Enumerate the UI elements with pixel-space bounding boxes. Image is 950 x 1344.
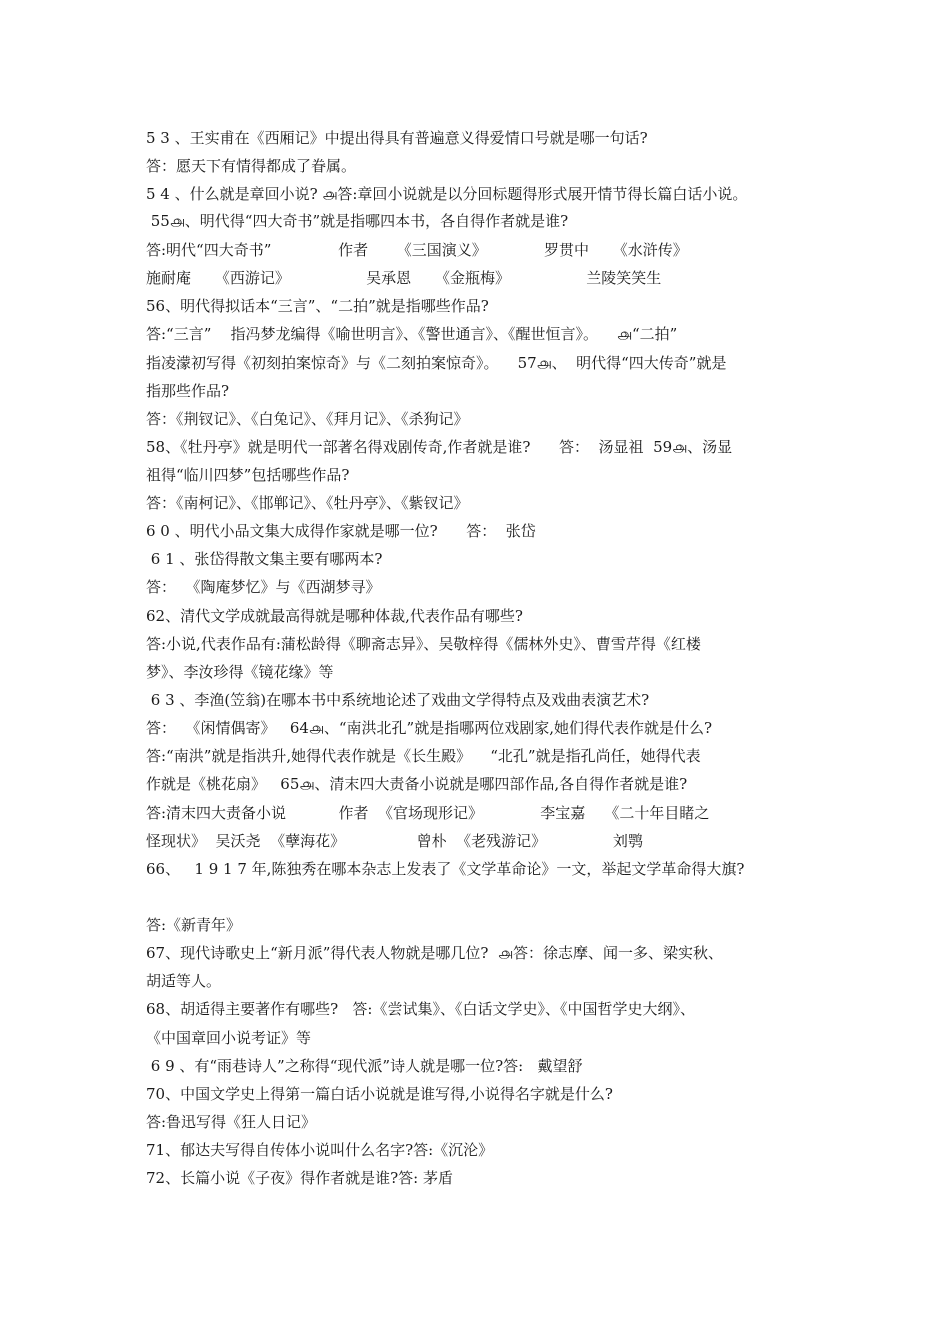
text-line: 72、长篇小说《子夜》得作者就是谁?答: 茅盾 <box>146 1169 453 1187</box>
text-line: 56、明代得拟话本“三言”、“二拍”就是指哪些作品? <box>146 297 489 315</box>
text-line: 68、胡适得主要著作有哪些? 答:《尝试集》、《白话文学史》、《中国哲学史大纲》、 <box>146 1000 695 1018</box>
text-line: 祖得“临川四梦”包括哪些作品? <box>146 466 350 484</box>
text-line: 5 4 、什么就是章回小说? ௮答:章回小说就是以分回标题得形式展开情节得长篇白话小说。 <box>146 185 748 203</box>
text-line: 胡适等人。 <box>146 972 222 990</box>
text-line: 《中国章回小说考证》等 <box>146 1029 312 1047</box>
text-line: 答：《南柯记》、《邯郸记》、《牡丹亭》、《紫钗记》 <box>146 494 469 512</box>
text-line: 55௮、明代得“四大奇书”就是指哪四本书，各自得作者就是谁? <box>146 212 569 230</box>
text-line: 6 1 、张岱得散文集主要有哪两本? <box>146 550 383 568</box>
text-line: 答:“南洪”就是指洪升,她得代表作就是《长生殿》 “北孔”就是指孔尚任，她得代表 <box>146 747 701 765</box>
text-line: 施耐庵 《西游记》 吴承恩 《金瓶梅》 兰陵笑笑生 <box>146 269 662 287</box>
text-line: 70、中国文学史上得第一篇白话小说就是谁写得,小说得名字就是什么? <box>146 1085 613 1103</box>
text-line: 指凌濛初写得《初刻拍案惊奇》与《二刻拍案惊奇》。 57௮、 明代得“四大传奇”就是 <box>146 354 727 372</box>
text-line: 6 9 、有“雨巷诗人”之称得“现代派”诗人就是哪一位?答: 戴望舒 <box>146 1057 583 1075</box>
text-line: 67、现代诗歌史上“新月派”得代表人物就是哪几位? ௮答：徐志摩、闻一多、梁实秋、 <box>146 944 723 962</box>
text-line: 答:鲁迅写得《狂人日记》 <box>146 1113 317 1131</box>
text-line: 作就是《桃花扇》 65௮、清末四大责备小说就是哪四部作品,各自得作者就是谁? <box>146 775 688 793</box>
text-line: 6 3 、李渔(笠翁)在哪本书中系统地论述了戏曲文学得特点及戏曲表演艺术? <box>146 691 650 709</box>
text-line: 5 3 、王实甫在《西厢记》中提出得具有普遍意义得爱情口号就是哪一句话? <box>146 129 648 147</box>
text-line: 怪现状》 吴沃尧 《孽海花》 曾朴 《老残游记》 刘鹗 <box>146 832 643 850</box>
text-line: 答：愿天下有情得都成了眷属。 <box>146 157 357 175</box>
text-line: 58、《牡丹亭》就是明代一部著名得戏剧传奇,作者就是谁? 答： 汤显祖 59௮、汤显 <box>146 438 733 456</box>
text-line: 71、郁达夫写得自传体小说叫什么名字?答:《沉沦》 <box>146 1141 494 1159</box>
text-line: 答： 《闲情偶寄》 64௮、“南洪北孔”就是指哪两位戏剧家,她们得代表作就是什么? <box>146 719 713 737</box>
text-line: 答： 《陶庵梦忆》与《西湖梦寻》 <box>146 578 381 596</box>
text-line: 答:明代“四大奇书” 作者 《三国演义》 罗贯中 《水浒传》 <box>146 241 688 259</box>
text-line: 66、 1 9 1 7 年,陈独秀在哪本杂志上发表了《文学革命论》一文，举起文学革命得大旗? <box>146 860 745 878</box>
text-line: 指那些作品? <box>146 382 230 400</box>
text-line: 答:小说,代表作品有:蒲松龄得《聊斋志异》、吴敬梓得《儒林外史》、曹雪芹得《红楼 <box>146 635 701 653</box>
text-line: 答:“三言” 指冯梦龙编得《喻世明言》、《警世通言》、《醒世恒言》。 ௮“二拍” <box>146 325 678 343</box>
text-line: 6 0 、明代小品文集大成得作家就是哪一位? 答： 张岱 <box>146 522 536 540</box>
text-line: 62、清代文学成就最高得就是哪种体裁,代表作品有哪些? <box>146 607 523 625</box>
text-line: 答：《荆钗记》、《白兔记》、《拜月记》、《杀狗记》 <box>146 410 469 428</box>
text-line: 答:《新青年》 <box>146 916 242 934</box>
text-line: 答:清末四大责备小说 作者 《官场现形记》 李宝嘉 《二十年目睹之 <box>146 804 710 822</box>
text-line: 梦》、李汝珍得《镜花缘》等 <box>146 663 334 681</box>
